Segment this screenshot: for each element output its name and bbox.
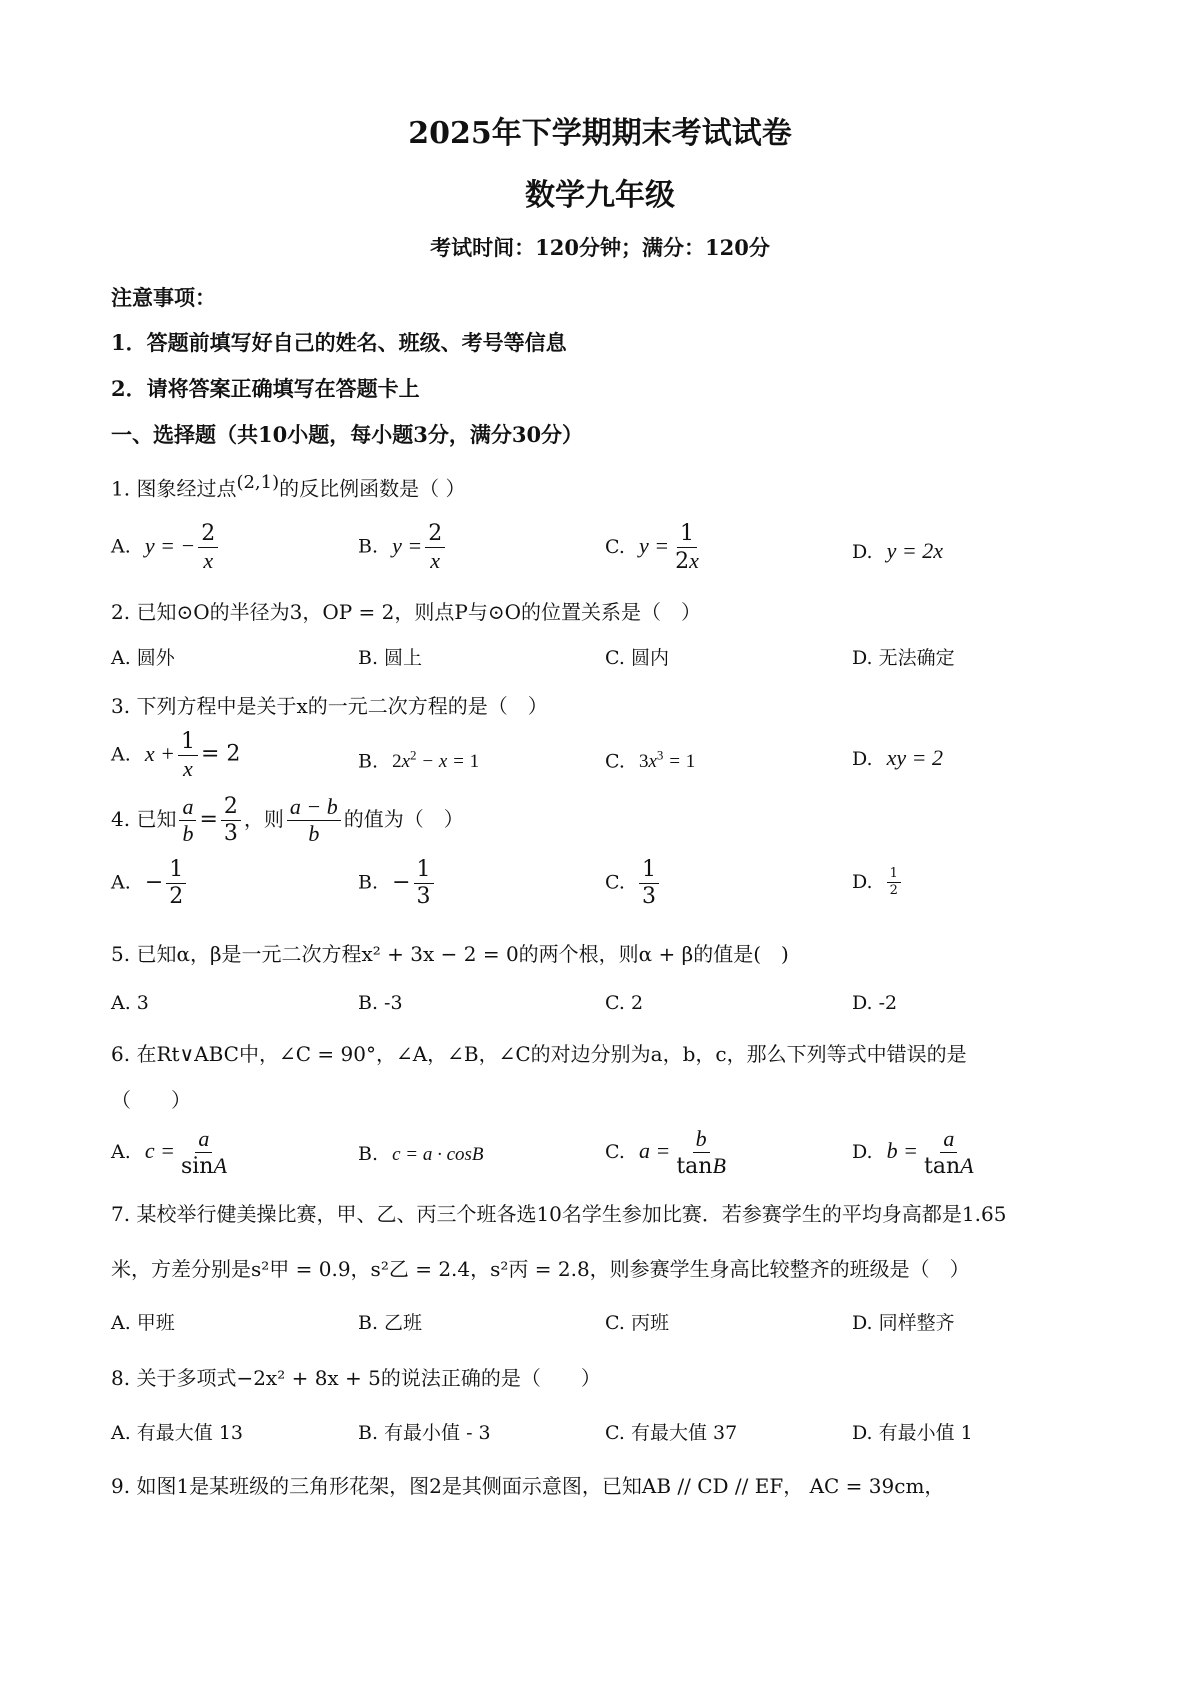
q6-option-d-label: D. xyxy=(852,1141,873,1164)
q7-option-a: A. 甲班 xyxy=(111,1312,175,1334)
q1-option-c-label: C. xyxy=(605,536,625,559)
q1-option-b-label: B. xyxy=(358,535,379,558)
q4-option-b-label: B. xyxy=(358,871,379,894)
q1-option-b: B. y = $\frac{2}{x}$ xyxy=(358,522,448,573)
question-8: 8. 关于多项式−2x² + 8x + 5的说法正确的是（ ） xyxy=(111,1366,601,1390)
q6-option-a: A. c = $\frac{a}{\sin A}$ xyxy=(111,1126,227,1180)
q1-option-a-label: A. xyxy=(111,535,131,558)
note-item-1: 1．答题前填写好自己的姓名、班级、考号等信息 xyxy=(111,330,567,355)
question-3: 3. 下列方程中是关于x的一元二次方程的是（ ） xyxy=(111,694,548,718)
q1-option-b-fraction: $\frac{2}{x}$ xyxy=(425,522,445,573)
q1-option-d xyxy=(852,538,943,564)
question-9: 9. 如图1是某班级的三角形花架，图2是其侧面示意图，已知AB // CD // EF， AC = 39cm， xyxy=(111,1474,945,1498)
q2-option-c: C. 圆内 xyxy=(605,647,669,669)
q2-option-d: D. 无法确定 xyxy=(852,647,955,669)
q8-option-b: B. 有最小值 - 3 xyxy=(358,1422,491,1444)
q6-option-a-label: A. xyxy=(111,1141,131,1164)
q8-option-c: C. 有最大值 37 xyxy=(605,1422,738,1444)
q3-option-b-label: B. xyxy=(358,750,379,773)
question-5: 5. 已知α，β是一元二次方程x² + 3x − 2 = 0的两个根，则α + β的值是( ) xyxy=(111,942,789,966)
q3-option-d xyxy=(852,745,943,771)
note-item-2: 2．请将答案正确填写在答题卡上 xyxy=(111,376,420,401)
q3-option-c-label: C. xyxy=(605,750,625,773)
notes-heading: 注意事项： xyxy=(111,285,216,310)
q5-option-b: B. -3 xyxy=(358,992,403,1014)
exam-title: 2025年下学期期末考试试卷 xyxy=(408,116,792,151)
q4-text-post: 的值为（ ） xyxy=(343,807,464,832)
q7-option-c: C. 丙班 xyxy=(605,1312,669,1334)
q1-option-c-fraction: $\frac{1}{2x}$ xyxy=(675,521,699,575)
q1-option-a: A. y = − $\frac{2}{x}$ xyxy=(111,522,221,573)
section-heading: 一、选择题（共10小题，每小题3分，满分30分） xyxy=(111,422,584,447)
question-6-line-2: （ ） xyxy=(111,1088,191,1112)
q5-option-a: A. 3 xyxy=(111,992,149,1014)
exam-info: 考试时间：120分钟；满分：120分 xyxy=(430,235,770,260)
q4-option-c: C. $\frac{1}{3}$ xyxy=(605,858,662,909)
q1-option-c: C. y = $\frac{1}{2x}$ xyxy=(605,522,705,574)
q5-option-c: C. 2 xyxy=(605,992,644,1014)
q3-option-d-label: D. xyxy=(852,748,873,770)
q4-option-d-label: D. xyxy=(852,870,873,893)
q4-text-pre: 4. 已知 xyxy=(111,807,177,832)
q3-option-b: B. $2x^2 - x = 1$ xyxy=(358,748,480,773)
q6-option-d: D. b = $\frac{a}{\tan A}$ xyxy=(852,1126,974,1180)
q8-option-d: D. 有最小值 1 xyxy=(852,1422,973,1444)
question-7-line-2: 米，方差分别是s²甲 = 0.9，s²乙 = 2.4，s²丙 = 2.8，则参赛学生身高比较整齐的班级是（ ） xyxy=(111,1257,970,1281)
q3-option-d-expr: xy = 2 xyxy=(886,745,944,770)
question-2: 2. 已知⊙O的半径为3，OP = 2，则点P与⊙O的位置关系是（ ） xyxy=(111,600,701,624)
q1-option-a-fraction: $\frac{2}{x}$ xyxy=(198,522,218,573)
question-6-line-1: 6. 在Rt∨ABC中，∠C = 90°，∠A，∠B，∠C的对边分别为a，b，c，那么下列等式中错误的是 xyxy=(111,1042,967,1066)
q3-option-a: A. x + $\frac{1}{x}$ = 2 xyxy=(111,729,241,782)
q3-option-a-fraction: $\frac{1}{x}$ xyxy=(178,730,198,781)
q4-option-a: A. − $\frac{1}{2}$ xyxy=(111,858,189,909)
q4-expr-fraction: $\frac{a - b}{b}$ xyxy=(287,795,341,846)
q6-option-c: C. a = $\frac{b}{\tan B}$ xyxy=(605,1126,726,1180)
question-7-line-1: 7. 某校举行健美操比赛，甲、乙、丙三个班各选10名学生参加比赛．若参赛学生的平均身高都是1.65 xyxy=(111,1202,1007,1226)
q1-text-post: 的反比例函数是（ ） xyxy=(279,476,466,501)
question-4: 4. 已知 $\frac{a}{b}$ = $\frac{2}{3}$ ，则 $\frac{a - b}{b}$ 的值为（ ） xyxy=(111,794,464,847)
q6-option-b-expr: c = a · cosB xyxy=(392,1144,484,1165)
q1-text-pre: 1. 图象经过点 xyxy=(111,476,237,501)
exam-subject: 数学九年级 xyxy=(525,178,675,213)
q5-option-d: D. -2 xyxy=(852,992,898,1014)
q1-option-d-label: D. xyxy=(852,541,873,563)
q4-option-d: D. $\frac{1}{2}$ xyxy=(852,867,904,899)
q7-option-d: D. 同样整齐 xyxy=(852,1312,955,1334)
q3-option-a-label: A. xyxy=(111,743,131,766)
q8-option-a: A. 有最大值 13 xyxy=(111,1422,244,1444)
q1-point: (2,1) xyxy=(236,472,280,493)
q6-option-b-label: B. xyxy=(358,1143,379,1165)
q1-option-d-expr: y = 2x xyxy=(886,538,944,563)
q2-option-b: B. 圆上 xyxy=(358,647,423,669)
q3-option-c: C. $3x^3 = 1$ xyxy=(605,748,696,773)
q6-option-b xyxy=(358,1143,484,1166)
q4-text-mid: ，则 xyxy=(243,807,284,832)
question-1 xyxy=(111,472,465,502)
q2-option-a: A. 圆外 xyxy=(111,647,175,669)
q4-option-b: B. − $\frac{1}{3}$ xyxy=(358,858,437,909)
q6-option-c-label: C. xyxy=(605,1141,625,1164)
q4-option-c-label: C. xyxy=(605,871,625,894)
q4-given-fraction: $\frac{a}{b}$ xyxy=(179,795,196,846)
q7-option-b: B. 乙班 xyxy=(358,1312,423,1334)
q4-option-a-label: A. xyxy=(111,871,131,894)
